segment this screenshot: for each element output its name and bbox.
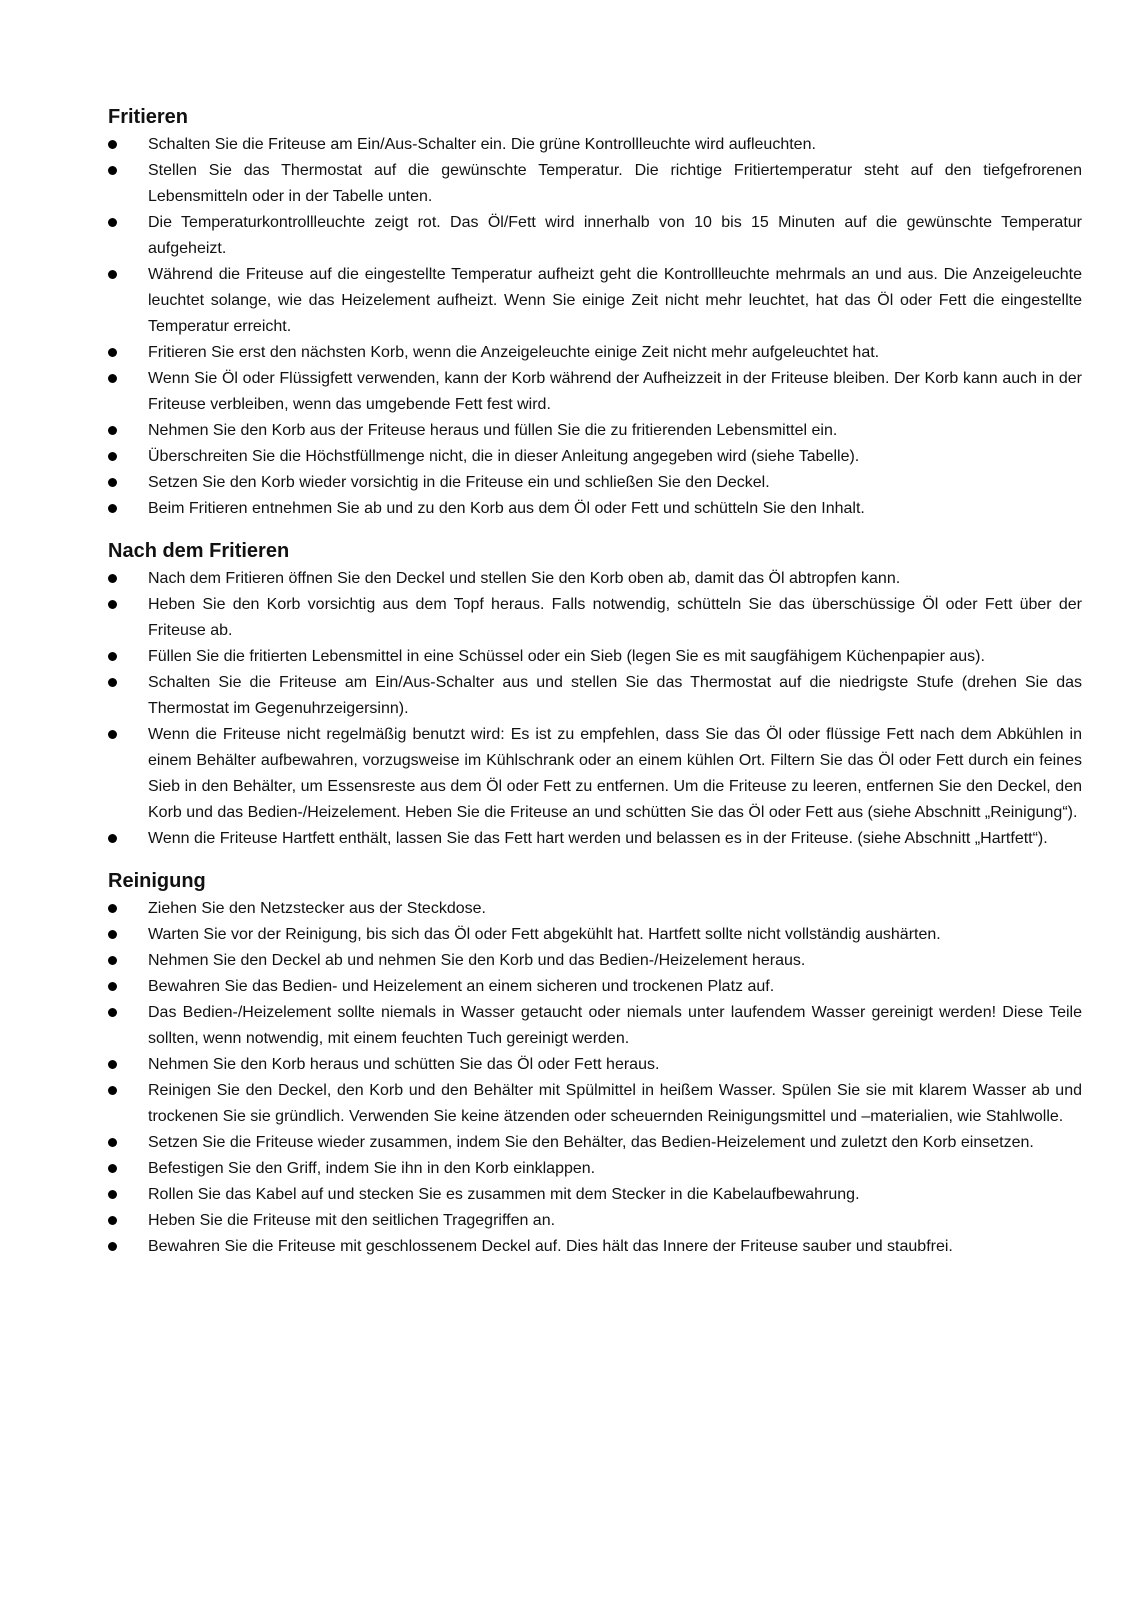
bullet-icon bbox=[108, 904, 117, 913]
bullet-icon bbox=[108, 1060, 117, 1069]
list-item-text: Nach dem Fritieren öffnen Sie den Deckel und stellen Sie den Korb oben ab, damit das Öl abtropfen kann. bbox=[148, 570, 901, 587]
list-item-text: Wenn Sie Öl oder Flüssigfett verwenden, kann der Korb während der Aufheizzeit in der Friteuse bleiben. Der Korb kann auch in der Friteuse verbleiben, wenn das umgebende Fett fest wird. bbox=[148, 370, 1082, 413]
list-item-text: Ziehen Sie den Netzstecker aus der Steckdose. bbox=[148, 900, 486, 917]
list-item-text: Setzen Sie den Korb wieder vorsichtig in die Friteuse ein und schließen Sie den Deckel. bbox=[148, 474, 770, 491]
bullet-icon bbox=[108, 1216, 117, 1225]
bullet-icon bbox=[108, 956, 117, 965]
list-item bbox=[108, 132, 1082, 158]
bullet-icon bbox=[108, 1190, 117, 1199]
list-item-text: Schalten Sie die Friteuse am Ein/Aus-Schalter ein. Die grüne Kontrollleuchte wird aufleuchten. bbox=[148, 136, 816, 153]
list-item-text: Befestigen Sie den Griff, indem Sie ihn in den Korb einklappen. bbox=[148, 1160, 596, 1177]
list-item-text: Heben Sie den Korb vorsichtig aus dem Topf heraus. Falls notwendig, schütteln Sie das überschüssige Öl oder Fett über der Friteuse ab. bbox=[148, 596, 1082, 639]
list-item bbox=[108, 1052, 1082, 1078]
list-item bbox=[108, 1000, 1082, 1052]
list-item bbox=[108, 974, 1082, 1000]
list-item-text: Die Temperaturkontrollleuchte zeigt rot. Das Öl/Fett wird innerhalb von 10 bis 15 Minuten auf die gewünschte Temperatur aufgeheizt. bbox=[148, 214, 1082, 257]
list-item bbox=[108, 444, 1082, 470]
list-item bbox=[108, 644, 1082, 670]
list-item-text: Wenn die Friteuse nicht regelmäßig benutzt wird: Es ist zu empfehlen, dass Sie das Öl oder flüssige Fett nach dem Abkühlen in einem Behälter aufbewahren, vorzugsweise im Kühlschrank oder an einem kühlen Ort. Filtern Sie das Öl oder Fett durch ein feines Sieb in den Behälter, um Essensreste aus dem Öl oder Fett zu entfernen. Um die Friteuse zu leeren, entfernen Sie den Deckel, den Korb und das Bedien-/Heizelement. Heben Sie die Friteuse an und schütten Sie das Öl oder Fett aus (siehe Abschnitt „Reinigung“). bbox=[148, 726, 1082, 821]
list-item bbox=[108, 1234, 1082, 1260]
list-item bbox=[108, 592, 1082, 644]
list-item bbox=[108, 496, 1082, 522]
bullet-icon bbox=[108, 574, 117, 583]
list-item bbox=[108, 470, 1082, 496]
list-item bbox=[108, 1182, 1082, 1208]
list-item bbox=[108, 1208, 1082, 1234]
bullet-icon bbox=[108, 1086, 117, 1095]
bullet-list bbox=[108, 132, 1082, 522]
bullet-icon bbox=[108, 166, 117, 175]
list-item-text: Das Bedien-/Heizelement sollte niemals in Wasser getaucht oder niemals unter laufendem Wasser gereinigt werden! Diese Teile sollten, wenn notwendig, mit einem feuchten Tuch gereinigt werden. bbox=[148, 1004, 1082, 1047]
list-item-text: Reinigen Sie den Deckel, den Korb und den Behälter mit Spülmittel in heißem Wasser. Spülen Sie sie mit klarem Wasser ab und trockenen Sie sie gründlich. Verwenden Sie keine ätzenden oder scheuernden Reinigungsmittel und –materialien, wie Stahlwolle. bbox=[148, 1082, 1082, 1125]
list-item bbox=[108, 896, 1082, 922]
list-item bbox=[108, 262, 1082, 340]
list-item bbox=[108, 1078, 1082, 1130]
list-item-text: Schalten Sie die Friteuse am Ein/Aus-Schalter aus und stellen Sie das Thermostat auf die niedrigste Stufe (drehen Sie das Thermostat im Gegenuhrzeigersinn). bbox=[148, 674, 1082, 717]
bullet-icon bbox=[108, 374, 117, 383]
bullet-icon bbox=[108, 1242, 117, 1251]
section-title: Fritieren bbox=[108, 106, 189, 128]
list-item bbox=[108, 566, 1082, 592]
bullet-icon bbox=[108, 678, 117, 687]
bullet-icon bbox=[108, 834, 117, 843]
list-item-text: Fritieren Sie erst den nächsten Korb, wenn die Anzeigeleuchte einige Zeit nicht mehr aufgeleuchtet hat. bbox=[148, 344, 880, 361]
section-reinigung bbox=[108, 866, 1082, 1260]
document-page bbox=[108, 102, 1082, 1274]
list-item-text: Nehmen Sie den Korb aus der Friteuse heraus und füllen Sie die zu fritierenden Lebensmittel ein. bbox=[148, 422, 838, 439]
bullet-icon bbox=[108, 504, 117, 513]
list-item bbox=[108, 366, 1082, 418]
list-item-text: Wenn die Friteuse Hartfett enthält, lassen Sie das Fett hart werden und belassen es in der Friteuse. (siehe Abschnitt „Hartfett“). bbox=[148, 830, 1048, 847]
list-item-text: Warten Sie vor der Reinigung, bis sich das Öl oder Fett abgekühlt hat. Hartfett sollte nicht vollständig aushärten. bbox=[148, 926, 941, 943]
bullet-icon bbox=[108, 600, 117, 609]
list-item-text: Während die Friteuse auf die eingestellte Temperatur aufheizt geht die Kontrollleuchte mehrmals an und aus. Die Anzeigeleuchte leuchtet solange, wie das Heizelement aufheizt. Wenn Sie einige Zeit nicht mehr leuchtet, hat das Öl oder Fett die eingestellte Temperatur erreicht. bbox=[148, 266, 1082, 335]
list-item bbox=[108, 158, 1082, 210]
bullet-icon bbox=[108, 982, 117, 991]
list-item-text: Überschreiten Sie die Höchstfüllmenge nicht, die in dieser Anleitung angegeben wird (siehe Tabelle). bbox=[148, 448, 860, 465]
bullet-icon bbox=[108, 930, 117, 939]
bullet-icon bbox=[108, 478, 117, 487]
section-nach-dem-fritieren bbox=[108, 536, 1082, 852]
list-item-text: Füllen Sie die fritierten Lebensmittel in eine Schüssel oder ein Sieb (legen Sie es mit saugfähigem Küchenpapier aus). bbox=[148, 648, 985, 665]
list-item bbox=[108, 922, 1082, 948]
list-item bbox=[108, 722, 1082, 826]
bullet-icon bbox=[108, 1164, 117, 1173]
list-item-text: Bewahren Sie das Bedien- und Heizelement an einem sicheren und trockenen Platz auf. bbox=[148, 978, 775, 995]
bullet-icon bbox=[108, 1138, 117, 1147]
section-title: Reinigung bbox=[108, 870, 206, 892]
list-item-text: Beim Fritieren entnehmen Sie ab und zu den Korb aus dem Öl oder Fett und schütteln Sie den Inhalt. bbox=[148, 500, 865, 517]
bullet-icon bbox=[108, 730, 117, 739]
list-item-text: Bewahren Sie die Friteuse mit geschlossenem Deckel auf. Dies hält das Innere der Friteuse sauber und staubfrei. bbox=[148, 1238, 953, 1255]
section-fritieren bbox=[108, 102, 1082, 522]
list-item-text: Nehmen Sie den Korb heraus und schütten Sie das Öl oder Fett heraus. bbox=[148, 1056, 660, 1073]
list-item bbox=[108, 210, 1082, 262]
bullet-icon bbox=[108, 652, 117, 661]
list-item bbox=[108, 948, 1082, 974]
bullet-icon bbox=[108, 270, 117, 279]
bullet-list bbox=[108, 566, 1082, 852]
list-item bbox=[108, 418, 1082, 444]
bullet-icon bbox=[108, 140, 117, 149]
bullet-icon bbox=[108, 218, 117, 227]
list-item bbox=[108, 670, 1082, 722]
list-item-text: Setzen Sie die Friteuse wieder zusammen, indem Sie den Behälter, das Bedien-Heizelement und zuletzt den Korb einsetzen. bbox=[148, 1134, 1034, 1151]
list-item-text: Stellen Sie das Thermostat auf die gewünschte Temperatur. Die richtige Fritiertemperatur steht auf den tiefgefrorenen Lebensmitteln oder in der Tabelle unten. bbox=[148, 162, 1082, 205]
list-item bbox=[108, 1130, 1082, 1156]
list-item bbox=[108, 1156, 1082, 1182]
bullet-icon bbox=[108, 1008, 117, 1017]
bullet-icon bbox=[108, 452, 117, 461]
list-item-text: Heben Sie die Friteuse mit den seitlichen Tragegriffen an. bbox=[148, 1212, 556, 1229]
list-item bbox=[108, 826, 1082, 852]
bullet-list bbox=[108, 896, 1082, 1260]
list-item-text: Nehmen Sie den Deckel ab und nehmen Sie den Korb und das Bedien-/Heizelement heraus. bbox=[148, 952, 806, 969]
list-item-text: Rollen Sie das Kabel auf und stecken Sie es zusammen mit dem Stecker in die Kabelaufbewahrung. bbox=[148, 1186, 860, 1203]
section-title: Nach dem Fritieren bbox=[108, 540, 290, 562]
bullet-icon bbox=[108, 348, 117, 357]
bullet-icon bbox=[108, 426, 117, 435]
list-item bbox=[108, 340, 1082, 366]
